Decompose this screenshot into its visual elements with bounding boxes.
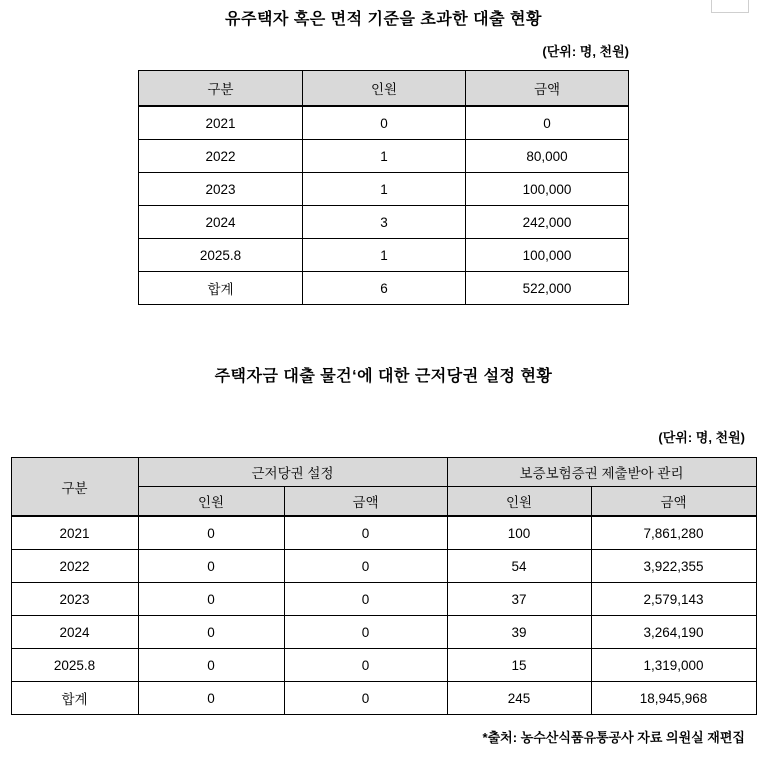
source-note: *출처: 농수산식품유통공사 자료 의원실 재편집: [482, 730, 745, 745]
cell-count: 1: [303, 140, 466, 173]
cell-year: 2022: [11, 550, 138, 583]
cell-year: 2024: [139, 206, 303, 239]
cell-year: 2021: [11, 516, 138, 550]
cell-year: 2025.8: [11, 649, 138, 682]
section1-unit-note: (단위: 명, 천원): [542, 44, 629, 59]
table-row: [11, 649, 756, 682]
cell-mortgage-amount: 0: [284, 583, 447, 616]
section-loan-status: [0, 6, 767, 305]
cell-mortgage-count: 0: [138, 516, 284, 550]
table-row: [139, 140, 629, 173]
cell-insurance-count: 15: [447, 649, 591, 682]
cell-mortgage-amount: 0: [284, 649, 447, 682]
cell-amount: 0: [466, 106, 629, 140]
column-header-gubun: 구분: [139, 71, 303, 107]
cell-amount: 242,000: [466, 206, 629, 239]
cell-total-label: 합계: [139, 272, 303, 305]
table-row: [139, 106, 629, 140]
cell-total-mortgage-count: 0: [138, 682, 284, 715]
column-group-header-mortgage: 근저당권 설정: [138, 458, 447, 487]
table-row: [11, 550, 756, 583]
table-row-total: [139, 272, 629, 305]
column-header-gubun: 구분: [11, 458, 138, 517]
cell-mortgage-count: 0: [138, 550, 284, 583]
table-row-total: [11, 682, 756, 715]
section2-unit-note: (단위: 명, 천원): [658, 430, 745, 445]
table-row: [139, 173, 629, 206]
column-header-insurance-amount: 금액: [591, 487, 756, 517]
cell-mortgage-amount: 0: [284, 550, 447, 583]
cell-year: 2023: [139, 173, 303, 206]
cell-insurance-amount: 3,922,355: [591, 550, 756, 583]
cell-insurance-count: 100: [447, 516, 591, 550]
section-mortgage-status: [0, 363, 767, 746]
table-header-row: [139, 71, 629, 107]
table-row: [11, 616, 756, 649]
table-group-header-row: [11, 458, 756, 487]
column-group-header-insurance: 보증보험증권 제출받아 관리: [447, 458, 756, 487]
table-row: [11, 516, 756, 550]
column-header-insurance-count: 인원: [447, 487, 591, 517]
column-header-mortgage-count: 인원: [138, 487, 284, 517]
cell-count: 1: [303, 239, 466, 272]
cell-insurance-amount: 2,579,143: [591, 583, 756, 616]
cell-count: 0: [303, 106, 466, 140]
column-header-count: 인원: [303, 71, 466, 107]
cell-insurance-count: 39: [447, 616, 591, 649]
cell-year: 2025.8: [139, 239, 303, 272]
cell-amount: 80,000: [466, 140, 629, 173]
cell-year: 2021: [139, 106, 303, 140]
section1-title: 유주택자 혹은 면적 기준을 초과한 대출 현황: [225, 11, 542, 28]
cell-total-insurance-count: 245: [447, 682, 591, 715]
cell-total-label: 합계: [11, 682, 138, 715]
mortgage-status-table: [11, 457, 757, 715]
section2-title: 주택자금 대출 물건‘에 대한 근저당권 설정 현황: [214, 368, 553, 385]
cell-insurance-count: 54: [447, 550, 591, 583]
column-header-amount: 금액: [466, 71, 629, 107]
cell-insurance-amount: 3,264,190: [591, 616, 756, 649]
cell-total-mortgage-amount: 0: [284, 682, 447, 715]
loan-status-table: [138, 70, 629, 305]
table-row: [139, 239, 629, 272]
table-row: [11, 583, 756, 616]
cell-mortgage-count: 0: [138, 649, 284, 682]
cell-total-amount: 522,000: [466, 272, 629, 305]
table-row: [139, 206, 629, 239]
cell-mortgage-count: 0: [138, 583, 284, 616]
cell-total-insurance-amount: 18,945,968: [591, 682, 756, 715]
cell-total-count: 6: [303, 272, 466, 305]
cell-mortgage-count: 0: [138, 616, 284, 649]
cell-year: 2023: [11, 583, 138, 616]
cell-insurance-amount: 1,319,000: [591, 649, 756, 682]
cell-amount: 100,000: [466, 239, 629, 272]
cell-count: 1: [303, 173, 466, 206]
cell-amount: 100,000: [466, 173, 629, 206]
cell-year: 2022: [139, 140, 303, 173]
cell-mortgage-amount: 0: [284, 616, 447, 649]
cell-mortgage-amount: 0: [284, 516, 447, 550]
cell-count: 3: [303, 206, 466, 239]
cell-year: 2024: [11, 616, 138, 649]
column-header-mortgage-amount: 금액: [284, 487, 447, 517]
cell-insurance-amount: 7,861,280: [591, 516, 756, 550]
cell-insurance-count: 37: [447, 583, 591, 616]
